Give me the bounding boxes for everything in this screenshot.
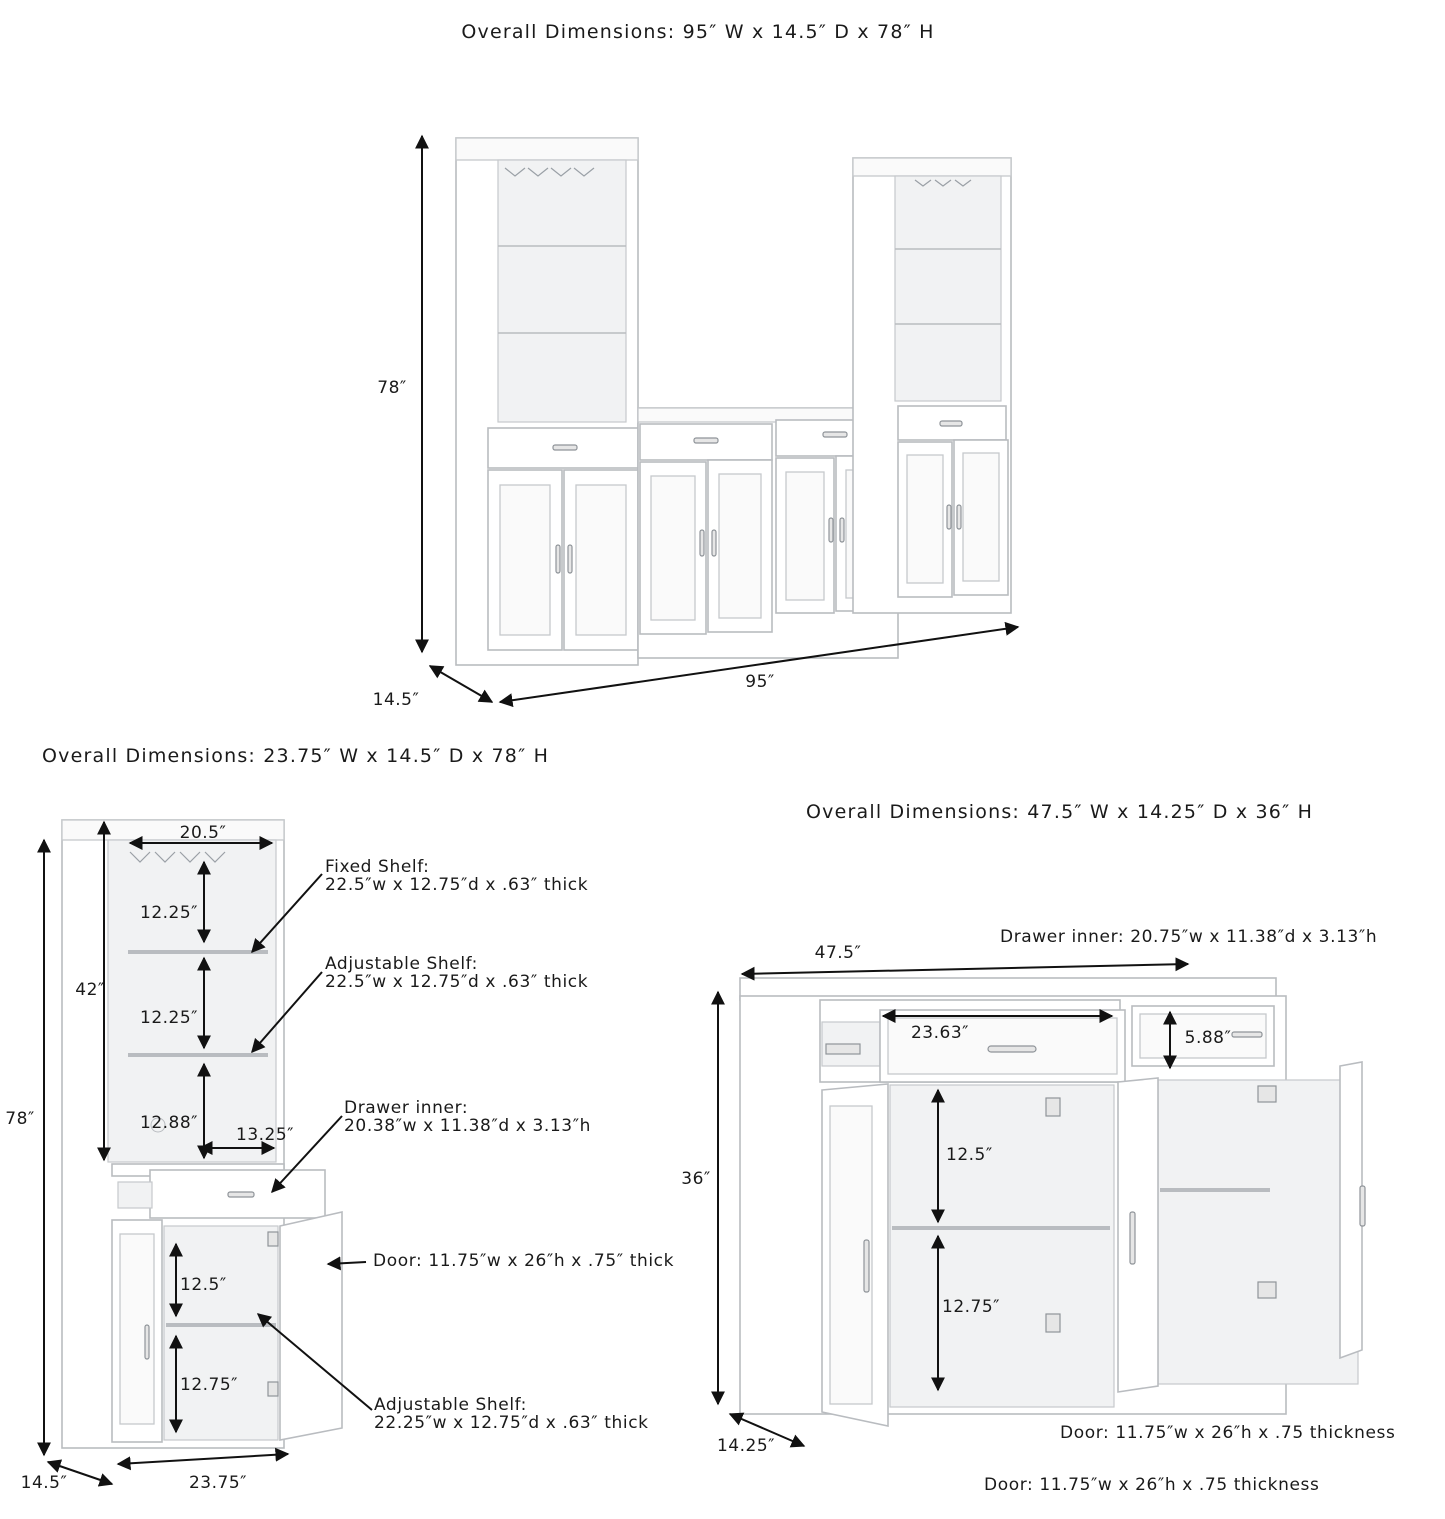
drawer-inner-title: Drawer inner: — [344, 1098, 469, 1118]
left-shelf-gap-1: 12.25″ — [140, 903, 199, 923]
right-shelf-gap-2: 12.75″ — [942, 1297, 1001, 1317]
right-title: Overall Dimensions: 47.5″ W x 14.25″ D x 36″ H — [806, 801, 1314, 823]
left-section — [5, 745, 674, 1493]
drawer-inner-dims: 20.38″w x 11.38″d x 3.13″h — [344, 1116, 592, 1136]
right-cabinet-drawing — [740, 978, 1365, 1426]
left-width: 23.75″ — [188, 1473, 248, 1493]
left-door-spec: Door: 11.75″w x 26″h x .75″ thick — [373, 1251, 675, 1271]
left-shelf-gap-2: 12.25″ — [140, 1008, 199, 1028]
adjustable-shelf-title: Adjustable Shelf: — [325, 954, 478, 974]
right-drawer-height: 5.88″ — [1184, 1028, 1232, 1048]
top-depth-label: 14.5″ — [372, 690, 420, 710]
adjustable-shelf-2-title: Adjustable Shelf: — [374, 1395, 527, 1415]
right-shelf-gap-1: 12.5″ — [946, 1145, 993, 1165]
fixed-shelf-title: Fixed Shelf: — [325, 857, 430, 877]
left-inner-width-label: 20.5″ — [179, 823, 227, 843]
left-shelf-gap-3: 12.88″ — [140, 1113, 199, 1133]
right-door-spec-2: Door: 11.75″w x 26″h x .75 thickness — [984, 1475, 1320, 1495]
top-left-tower — [456, 138, 638, 665]
fixed-shelf-dims: 22.5″w x 12.75″d x .63″ thick — [325, 875, 589, 895]
left-shelf-depth: 13.25″ — [236, 1125, 295, 1145]
adjustable-shelf-2-dims: 22.25″w x 12.75″d x .63″ thick — [374, 1413, 649, 1433]
right-width-label: 47.5″ — [814, 943, 862, 963]
right-height-label: 36″ — [681, 1169, 711, 1189]
top-right-tower — [853, 158, 1011, 613]
left-upper-height: 42″ — [75, 980, 105, 1000]
right-drawer-width: 23.63″ — [910, 1023, 970, 1043]
right-drawer-inner: Drawer inner: 20.75″w x 11.38″d x 3.13″h — [1000, 927, 1378, 947]
left-depth: 14.5″ — [20, 1473, 68, 1493]
adjustable-shelf-dims: 22.5″w x 12.75″d x .63″ thick — [325, 972, 589, 992]
top-section — [373, 21, 1018, 710]
left-title: Overall Dimensions: 23.75″ W x 14.5″ D x 78″ H — [42, 745, 550, 767]
top-width-label: 95″ — [745, 672, 775, 692]
right-depth-label: 14.25″ — [716, 1436, 776, 1456]
top-title: Overall Dimensions: 95″ W x 14.5″ D x 78″ H — [461, 21, 935, 43]
right-section — [681, 801, 1395, 1495]
left-total-height: 78″ — [5, 1109, 35, 1129]
right-door-spec-1: Door: 11.75″w x 26″h x .75 thickness — [1060, 1423, 1396, 1443]
left-cab-gap-1: 12.5″ — [180, 1275, 227, 1295]
top-height-label: 78″ — [377, 378, 407, 398]
left-cab-gap-2: 12.75″ — [180, 1375, 239, 1395]
